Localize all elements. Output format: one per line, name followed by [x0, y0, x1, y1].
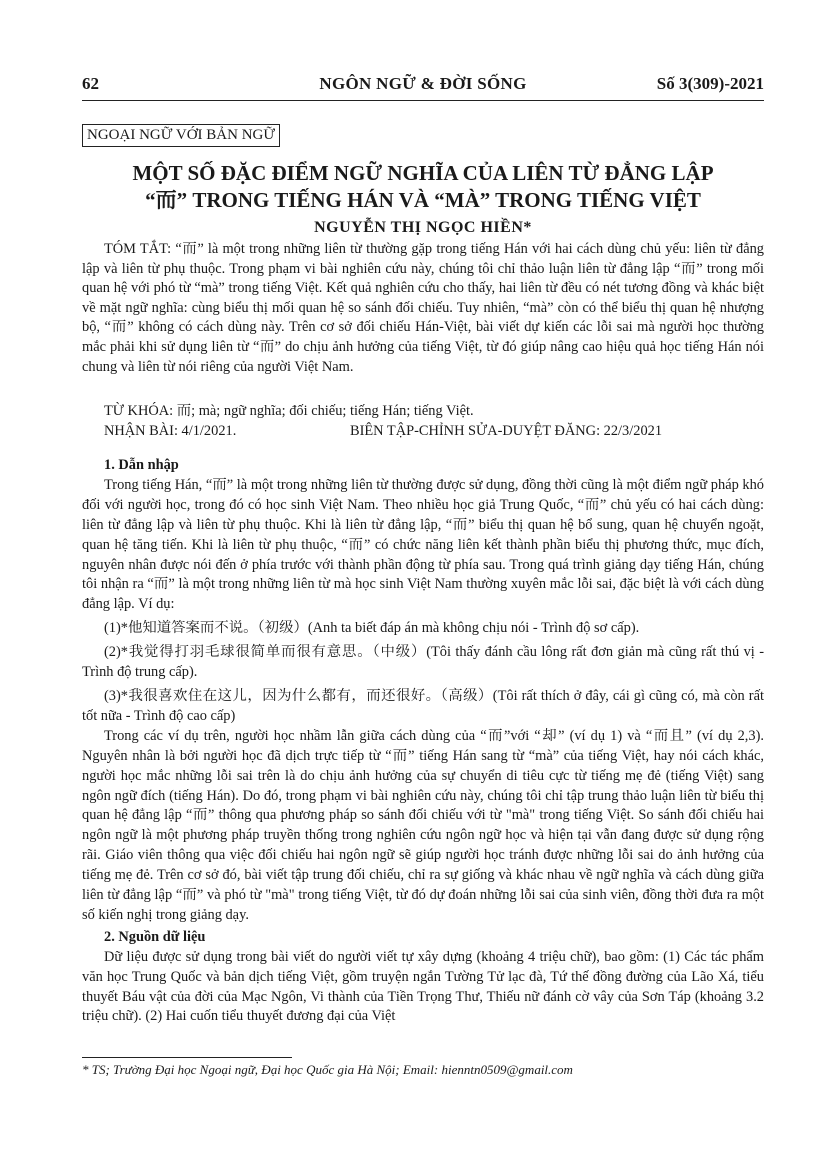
section-1-heading: 1. Dẫn nhập [104, 457, 179, 473]
journal-page [82, 0, 764, 1165]
section-1-paragraph-1: Trong tiếng Hán, “而” là một trong những liên từ thường được sử dụng, đồng thời cũng là một điểm ngữ pháp khó đối với người học, trong đó có học sinh Việt Nam. Theo nhiều học giả Trung Quốc, “而” chủ yếu có hai cách dùng: liên từ đẳng lập và liên từ phụ thuộc. Khi là liên từ đẳng lập, “而” biểu thị quan hệ bổ sung, quan hệ chuyển ngoặt, quan hệ tăng tiến. Khi là liên từ phụ thuộc, “而” có chức năng liên kết thành phần biểu thị phương thức, mục đích, nguyên nhân được nói đến ở phía trước với thành phần động từ phía sau. Trong quá trình giảng dạy tiếng Hán, chúng tôi nhận ra “而” là một trong những liên từ mà học sinh Việt Nam thường xuyên mắc lỗi sai, đặc biệt là với cách dùng đẳng lập. Ví dụ: [82, 476, 764, 613]
example-3: (3)*我很喜欢住在这儿，因为什么都有，而还很好。（高级）(Tôi rất thích ở đây, cái gì cũng có, mà còn rất tốt nữa - Trình độ cao cấp) [82, 687, 764, 724]
section-2-heading: 2. Nguồn dữ liệu [104, 928, 206, 945]
keywords-text: TỪ KHÓA: 而; mà; ngữ nghĩa; đối chiếu; tiếng Hán; tiếng Việt. [104, 403, 474, 419]
section-label: NGOẠI NGỮ VỚI BẢN NGỮ [82, 124, 280, 147]
title-line-2: “而” TRONG TIẾNG HÁN VÀ “MÀ” TRONG TIẾNG VIỆT [145, 188, 701, 212]
abstract-text: TÓM TẮT: “而” là một trong những liên từ thường gặp trong tiếng Hán với hai cách dùng chủ yếu: liên từ đẳng lập và liên từ phụ thuộc. Trong phạm vi bài nghiên cứu này, chúng tôi chỉ thảo luận liên từ đẳng lập “而” trong mối quan hệ với phó từ “mà” trong tiếng Việt. Kết quả nghiên cứu cho thấy, hai liên từ đều có nét tương đồng và khác biệt về mặt ngữ nghĩa: cùng biểu thị mối quan hệ so sánh đối chiếu. Tuy nhiên, “mà” còn có thể biểu thị quan hệ nhượng bộ, “而” không có cách dùng này. Trên cơ sở đối chiếu Hán-Việt, bài viết dự kiến các lỗi sai mà người học thường mắc phải khi sử dụng liên từ “而” do chịu ảnh hưởng của tiếng Việt, từ đó giúp nâng cao hiệu quả học tiếng Hán nói chung và liên từ nói riêng của người Việt Nam. [82, 241, 764, 375]
footnote-rule [82, 1057, 292, 1058]
page-number: 62 [82, 74, 99, 93]
author-footnote: * TS; Trường Đại học Ngoại ngữ, Đại học Quốc gia Hà Nội; Email: hienntn0509@gmail.com [82, 1062, 573, 1077]
running-header [82, 74, 764, 96]
header-rule [82, 100, 764, 101]
section-2-paragraph-1: Dữ liệu được sử dụng trong bài viết do người viết tự xây dựng (khoảng 4 triệu chữ), bao gồm: (1) Các tác phẩm văn học Trung Quốc và bản dịch tiếng Việt, gồm truyện ngắn Tường Tử lạc đà, Tứ thế đồng đường của Lão Xá, tiểu thuyết Báu vật của đời của Mạc Ngôn, Vi thành của Tiền Trọng Thư, Thiếu nữ đánh cờ vây của Sơn Táp (khoảng 3.2 triệu chữ). (2) Hai cuốn tiểu thuyết đương đại của Việt [82, 948, 764, 1025]
article-title [82, 160, 764, 214]
article-body [82, 454, 764, 1027]
example-2: (2)*我觉得打羽毛球很简单而很有意思。（中级）(Tôi thấy đánh cầu lông rất đơn giản mà cũng rất thú vị - Trình độ trung cấp). [82, 644, 764, 681]
keywords [82, 402, 764, 422]
edited-date: BIÊN TẬP-CHỈNH SỬA-DUYỆT ĐĂNG: 22/3/2021 [350, 423, 663, 439]
author-name: NGUYỄN THỊ NGỌC HIỀN* [314, 219, 532, 236]
received-date: NHẬN BÀI: 4/1/2021. [104, 423, 237, 439]
issue-number: Số 3(309)-2021 [656, 74, 764, 93]
section-1-paragraph-2: Trong các ví dụ trên, người học nhầm lẫn giữa cách dùng của “而”với “却” (ví dụ 1) và “而且” (ví dụ 2,3). Nguyên nhân là bởi người học đã dịch trực tiếp từ “而” tiếng Hán sang từ “mà” của tiếng Việt, hay nói cách khác, người học mắc những lỗi sai trên là do chịu ảnh hưởng của sự chuyển di tiêu cực từ tiếng mẹ đẻ (tiếng Việt) sang ngôn ngữ đích (tiếng Hán). Do đó, trong phạm vi bài nghiên cứu này, chúng tôi chỉ tập trung thảo luận liên từ biểu thị quan hệ đẳng lập “而” thông qua phương pháp so sánh đối chiếu với từ "mà" trong tiếng Việt. So sánh đối chiếu hai ngôn ngữ là một phương pháp truyền thống trong nghiên cứu ngôn ngữ học và hiện tại vẫn đang được sử dụng rộng rãi. Giáo viên thông qua việc đối chiếu hai ngôn ngữ sẽ giúp người học tránh được những lỗi sai do ảnh hưởng của tiếng mẹ đẻ. Trên cơ sở đó, bài viết tập trung đối chiếu, chỉ ra sự giống và khác nhau về ngữ nghĩa và cách dùng giữa liên từ đẳng lập “而” và phó từ "mà" trong tiếng Việt, từ đó dự đoán những lỗi sai của sinh viên, đồng thời đưa ra một số kiến nghị trong giảng dạy. [82, 727, 764, 923]
title-line-1: MỘT SỐ ĐẶC ĐIỂM NGỮ NGHĨA CỦA LIÊN TỪ ĐẲNG LẬP [132, 161, 714, 185]
abstract [82, 240, 764, 377]
journal-name: NGÔN NGỮ & ĐỜI SỐNG [319, 74, 527, 93]
example-1: (1)*他知道答案而不说。（初级）(Anh ta biết đáp án mà không chịu nói - Trình độ sơ cấp). [104, 620, 640, 637]
